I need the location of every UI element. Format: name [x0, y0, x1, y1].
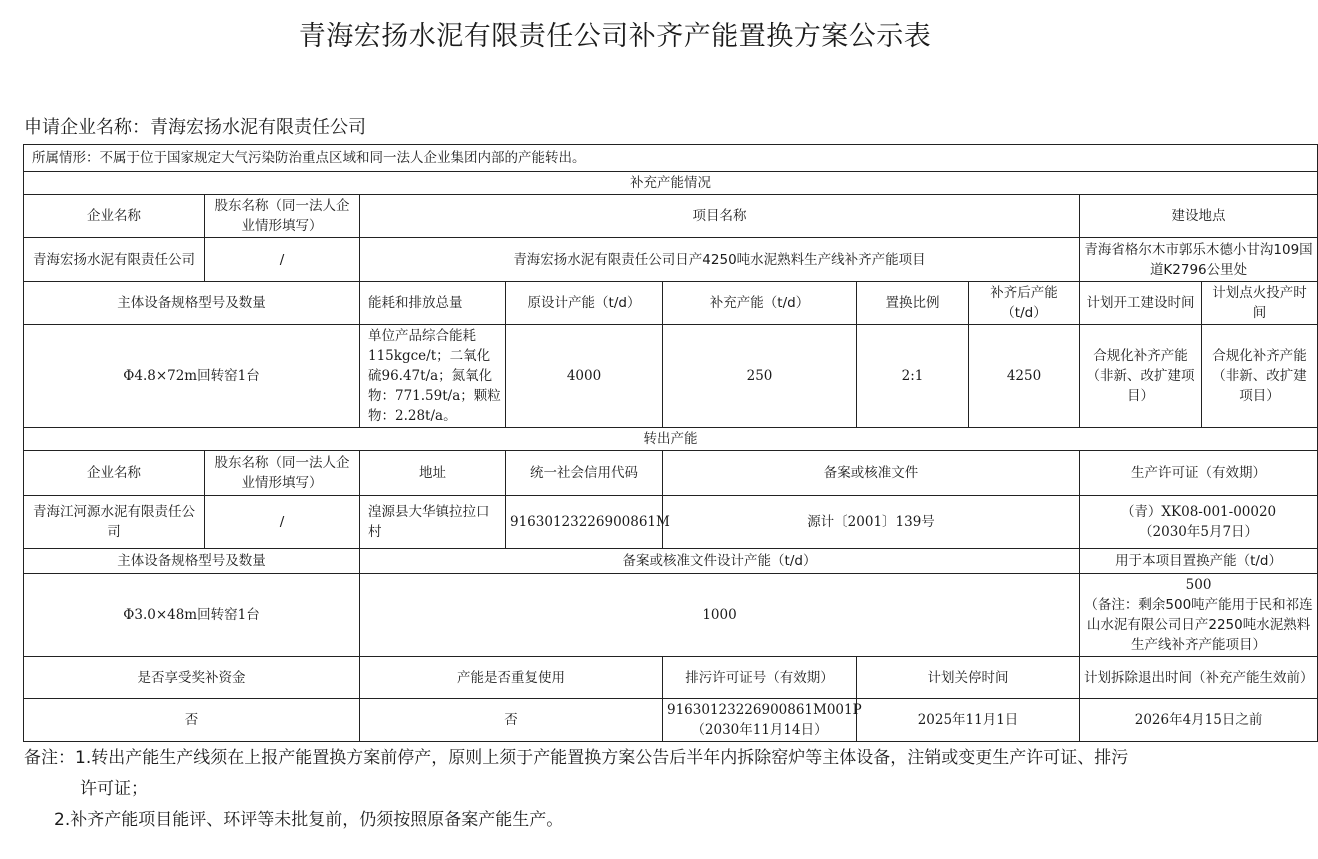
- sup-orig: 4000: [506, 325, 663, 428]
- sup-shareholder-header: 股东名称（同一法人企业情形填写）: [205, 195, 360, 238]
- tr-company-header: 企业名称: [24, 451, 205, 496]
- tr-license-date: （2030年5月7日）: [1139, 524, 1259, 540]
- tr-subsidy: 否: [24, 699, 360, 742]
- tr-address: 湟源县大华镇拉拉口村: [360, 496, 506, 549]
- sup-company-header: 企业名称: [24, 195, 205, 238]
- belong-situation: 所属情形：不属于位于国家规定大气污染防治重点区域和同一法人企业集团内部的产能转出。: [24, 145, 1318, 172]
- tr-permit-number: 91630123226900861M001P: [667, 702, 862, 718]
- tr-license-header: 生产许可证（有效期）: [1080, 451, 1318, 496]
- sup-fire-header: 计划点火投产时间: [1202, 282, 1318, 325]
- note-line-3: 2.补齐产能项目能评、环评等未批复前，仍须按照原备案产能生产。: [54, 810, 564, 830]
- tr-demolish: 2026年4月15日之前: [1080, 699, 1318, 742]
- tr-license: [1080, 496, 1318, 549]
- tr-demolish-header: 计划拆除退出时间（补充产能生效前）: [1080, 657, 1318, 699]
- note-line-2: 许可证；: [80, 779, 148, 799]
- note-line-1: 备注：1.转出产能生产线须在上报产能置换方案前停产，原则上须于产能置换方案公告后半年内拆除窑炉等主体设备，注销或变更生产许可证、排污: [24, 748, 1129, 768]
- supplement-section-header: 补充产能情况: [24, 172, 1318, 195]
- tr-used: [1080, 574, 1318, 657]
- sup-equipment-header: 主体设备规格型号及数量: [24, 282, 360, 325]
- tr-address-header: 地址: [360, 451, 506, 496]
- page-title: 青海宏扬水泥有限责任公司补齐产能置换方案公示表: [298, 21, 932, 52]
- sup-after: 4250: [969, 325, 1080, 428]
- tr-credit-header: 统一社会信用代码: [506, 451, 663, 496]
- applicant-name: 申请企业名称：青海宏扬水泥有限责任公司: [24, 117, 366, 138]
- sup-project-header: 项目名称: [360, 195, 1080, 238]
- tr-credit: 91630123226900861M: [506, 496, 663, 549]
- tr-license-number: （青）XK08-001-00020: [1120, 504, 1277, 520]
- sup-project: 青海宏扬水泥有限责任公司日产4250吨水泥熟料生产线补齐产能项目: [360, 238, 1080, 282]
- sup-ratio: 2:1: [857, 325, 969, 428]
- sup-location-header: 建设地点: [1080, 195, 1318, 238]
- sup-after-header: 补齐后产能（t/d）: [969, 282, 1080, 325]
- tr-reuse: 否: [360, 699, 663, 742]
- tr-filing: 源计〔2001〕139号: [663, 496, 1080, 549]
- tr-design-header: 备案或核准文件设计产能（t/d）: [360, 549, 1080, 574]
- sup-supp-header: 补充产能（t/d）: [663, 282, 857, 325]
- tr-shareholder: /: [205, 496, 360, 549]
- tr-shutdown-header: 计划关停时间: [857, 657, 1080, 699]
- sup-start-header: 计划开工建设时间: [1080, 282, 1202, 325]
- transfer-section-header: 转出产能: [24, 428, 1318, 451]
- tr-shareholder-header: 股东名称（同一法人企业情形填写）: [205, 451, 360, 496]
- sup-location: 青海省格尔木市郭乐木德小甘沟109国道K2796公里处: [1080, 238, 1318, 282]
- tr-filing-header: 备案或核准文件: [663, 451, 1080, 496]
- tr-design: 1000: [360, 574, 1080, 657]
- sup-ratio-header: 置换比例: [857, 282, 969, 325]
- tr-used-value: 500: [1185, 577, 1212, 593]
- sup-company: 青海宏扬水泥有限责任公司: [24, 238, 205, 282]
- tr-used-note: （备注：剩余500吨产能用于民和祁连山水泥有限公司日产2250吨水泥熟料生产线补齐产能项目）: [1084, 597, 1313, 653]
- tr-permit-date: （2030年11月14日）: [691, 722, 828, 738]
- tr-subsidy-header: 是否享受奖补资金: [24, 657, 360, 699]
- sup-energy-header: 能耗和排放总量: [360, 282, 506, 325]
- tr-reuse-header: 产能是否重复使用: [360, 657, 663, 699]
- tr-company: 青海江河源水泥有限责任公司: [24, 496, 205, 549]
- sup-orig-header: 原设计产能（t/d）: [506, 282, 663, 325]
- sup-supp: 250: [663, 325, 857, 428]
- replacement-table: [23, 144, 1318, 742]
- tr-shutdown: 2025年11月1日: [857, 699, 1080, 742]
- tr-permit-header: 排污许可证号（有效期）: [663, 657, 857, 699]
- tr-equipment: Φ3.0×48m回转窑1台: [24, 574, 360, 657]
- sup-energy: 单位产品综合能耗115kgce/t；二氧化硫96.47t/a；氮氧化物：771.59t/a；颗粒物：2.28t/a。: [360, 325, 506, 428]
- tr-used-header: 用于本项目置换产能（t/d）: [1080, 549, 1318, 574]
- notes: [24, 743, 1274, 836]
- sup-fire: 合规化补齐产能（非新、改扩建项目）: [1202, 325, 1318, 428]
- tr-permit: [663, 699, 862, 742]
- sup-start: 合规化补齐产能（非新、改扩建项目）: [1080, 325, 1202, 428]
- sup-equipment: Φ4.8×72m回转窑1台: [24, 325, 360, 428]
- sup-shareholder: /: [205, 238, 360, 282]
- tr-equipment-header: 主体设备规格型号及数量: [24, 549, 360, 574]
